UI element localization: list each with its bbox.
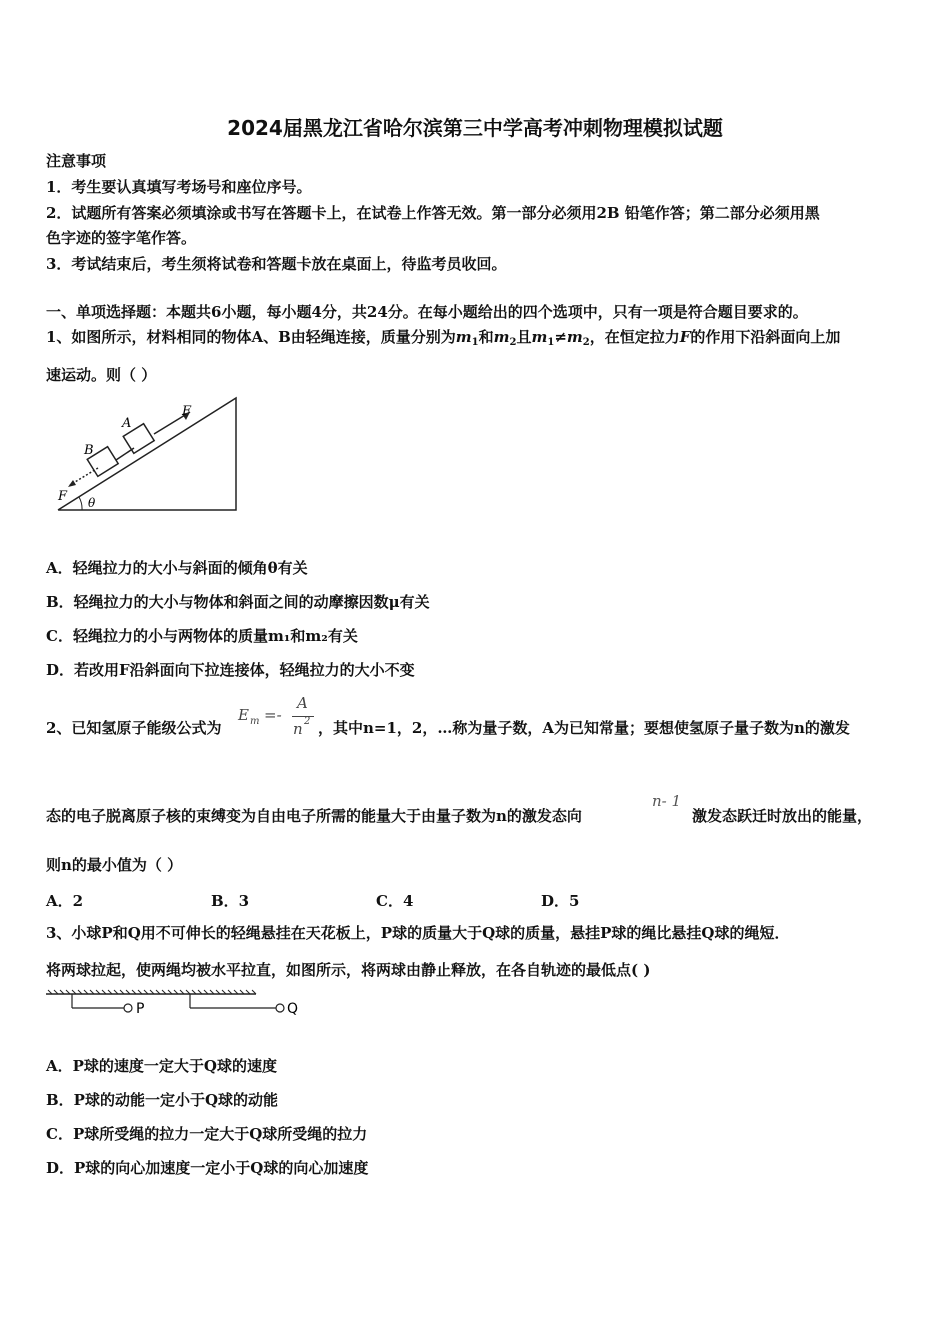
q3-option-D: D．P球的向心加速度一定小于Q球的向心加速度: [46, 1159, 369, 1177]
q3-option-B: B．P球的动能一定小于Q球的动能: [46, 1091, 279, 1109]
formula-fraction-bar: [292, 716, 314, 717]
formula-E: E: [238, 706, 249, 724]
q1-stem-part-c: 的作用下沿斜面向上加: [690, 328, 841, 346]
q1-m2b-sub: 2: [582, 337, 590, 348]
q2-option-A: A．2: [46, 892, 84, 910]
q1-m1b: m: [531, 328, 548, 346]
label-F-up: F: [182, 404, 192, 419]
notice-item-3: 3．考试结束后，考生须将试卷和答题卡放在桌面上，待监考员收回。: [46, 255, 507, 273]
ball-Q: [276, 1004, 284, 1012]
q1-option-A: A．轻绳拉力的大小与斜面的倾角θ有关: [46, 559, 308, 577]
q1-m1-sub: 1: [471, 337, 479, 348]
q1-m2b: m: [566, 328, 583, 346]
q2-stem-line3: 则n的最小值为（ ）: [46, 856, 183, 874]
q1-stem-line2: 速运动。则（ ）: [46, 366, 157, 384]
q3-stem-line2: 将两球拉起，使两绳均被水平拉直，如图所示，将两球由静止释放，在各自轨迹的最低点( ): [46, 961, 651, 979]
q1-F: F: [679, 328, 691, 346]
q1-option-D: D．若改用F沿斜面向下拉连接体，轻绳拉力的大小不变: [46, 661, 415, 679]
formula-sub-m: m: [250, 716, 260, 727]
formula-denominator: n: [293, 720, 303, 738]
label-P: P: [136, 1001, 145, 1017]
q2-option-B: B．3: [211, 892, 250, 910]
q2-energy-formula: [236, 694, 316, 742]
label-theta: θ: [88, 496, 96, 510]
q1-stem-line1: [46, 328, 840, 352]
q1-option-B: B．轻绳拉力的大小与物体和斜面之间的动摩擦因数μ有关: [46, 593, 430, 611]
label-Q: Q: [287, 1001, 299, 1017]
q1-m2: m: [493, 328, 510, 346]
q2-stem-line2-a: 态的电子脱离原子核的束缚变为自由电子所需的能量大于由量子数为n的激发态向: [46, 807, 582, 825]
label-F-down: F: [58, 489, 68, 504]
formula-numerator: A: [297, 694, 308, 712]
page-title: 2024届黑龙江省哈尔滨第三中学高考冲刺物理模拟试题: [227, 116, 723, 140]
q1-stem-part-b: ，在恒定拉力: [589, 328, 680, 346]
q1-qie: 且: [516, 328, 532, 346]
q1-m1: m: [455, 328, 472, 346]
q2-stem-part-a: 2、已知氢原子能级公式为: [46, 719, 222, 737]
formula-exponent: 2: [304, 716, 311, 727]
q1-and: 和: [478, 328, 494, 346]
ball-P: [124, 1004, 132, 1012]
q1-option-C: C．轻绳拉力的小与两物体的质量m₁和m₂有关: [46, 627, 358, 645]
notice-item-1: 1．考生要认真填写考场号和座位序号。: [46, 178, 312, 196]
q3-stem-line1: 3、小球P和Q用不可伸长的轻绳悬挂在天花板上，P球的质量大于Q球的质量，悬挂P球的绳比悬挂Q球的绳短．: [46, 924, 790, 942]
q1-m2-sub: 2: [509, 337, 517, 348]
q1-ne: ≠: [554, 328, 567, 346]
force-arrowhead-down: [68, 480, 76, 487]
q2-n-minus-1: n- 1: [652, 792, 682, 810]
notice-item-2: 2．试题所有答案必须填涂或书写在答题卡上，在试卷上作答无效。第一部分必须用2B 铅笔作答；第二部分必须用黑: [46, 204, 820, 222]
q2-option-C: C．4: [376, 892, 414, 910]
q3-option-A: A．P球的速度一定大于Q球的速度: [46, 1057, 277, 1075]
q2-stem-part-b: ，其中n=1，2，…称为量子数，A为已知常量；要想使氢原子量子数为n的激发: [318, 719, 850, 737]
angle-arc: [79, 497, 82, 510]
section-header: 一、单项选择题：本题共6小题，每小题4分，共24分。在每小题给出的四个选项中，只有一项是符合题目要求的。: [46, 303, 808, 321]
notice-item-2-cont: 色字迹的签字笔作答。: [46, 229, 197, 247]
formula-eq: =-: [264, 706, 282, 724]
q2-option-D: D．5: [541, 892, 580, 910]
label-B: B: [84, 443, 94, 458]
q1-m1b-sub: 1: [547, 337, 555, 348]
q1-incline-figure: [50, 396, 240, 516]
q2-stem-line2-b: 激发态跃迁时放出的能量，: [692, 807, 873, 825]
q3-option-C: C．P球所受绳的拉力一定大于Q球所受绳的拉力: [46, 1125, 368, 1143]
label-A: A: [122, 416, 132, 431]
q1-stem-part: 1、如图所示，材料相同的物体A、B由轻绳连接，质量分别为: [46, 328, 456, 346]
notice-heading: 注意事项: [46, 152, 107, 170]
rope: [116, 448, 134, 460]
q3-pendulum-figure: [44, 988, 314, 1022]
